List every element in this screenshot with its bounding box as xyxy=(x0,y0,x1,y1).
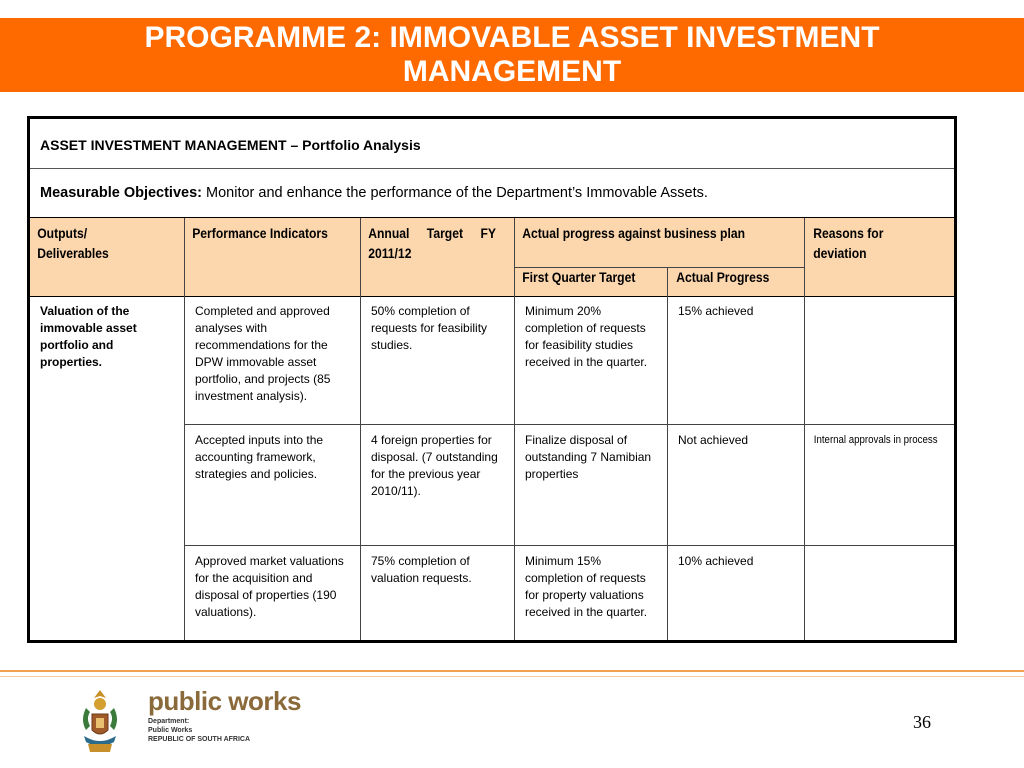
logo-sub-3: REPUBLIC OF SOUTH AFRICA xyxy=(148,736,251,743)
row2-reason: Internal approvals in process xyxy=(813,434,938,446)
row3-actual: 10% achieved xyxy=(678,554,754,568)
objectives-text xyxy=(40,185,708,201)
row3-first-quarter: Minimum 15% completion of requests for property valuations received in the quarter. xyxy=(525,554,648,619)
row1-indicator: Completed and approved analyses with recommendations for the DPW immovable asset portfolio, and projects (85 investment analysis). xyxy=(195,304,331,403)
row1-actual: 15% achieved xyxy=(678,304,754,318)
header-actual: Actual Progress xyxy=(676,270,770,285)
header-first-quarter: First Quarter Target xyxy=(522,270,636,285)
row1-target: 50% completion of requests for feasibility studies. xyxy=(371,304,488,352)
row-divider-1 xyxy=(184,424,954,425)
objectives-value: Monitor and enhance the performance of the Department’s Immovable Assets. xyxy=(202,185,708,201)
logo-sub-2: Public Works xyxy=(148,727,193,734)
row-divider-2 xyxy=(184,545,954,546)
header-reasons: Reasons for deviation xyxy=(813,226,884,261)
row1-first-quarter: Minimum 20% completion of requests for feasibility studies received in the quarter. xyxy=(525,304,648,369)
row3-indicator: Approved market valuations for the acquisition and disposal of properties (190 valuations). xyxy=(195,554,344,619)
logo-sub-1: Department: xyxy=(148,718,190,725)
coat-of-arms-icon xyxy=(72,686,128,756)
page-number: 36 xyxy=(913,712,931,732)
public-works-logo xyxy=(148,686,301,744)
portfolio-analysis-table xyxy=(27,116,957,643)
output-deliverable: Valuation of the immovable asset portfolio and properties. xyxy=(40,304,137,369)
footer-divider-thin xyxy=(0,676,1024,677)
row2-actual: Not achieved xyxy=(678,433,749,447)
objectives-row xyxy=(30,169,954,218)
title-line-2: MANAGEMENT xyxy=(402,55,622,88)
column-header-row xyxy=(30,218,954,296)
header-bottom-line xyxy=(30,296,954,297)
page-title xyxy=(0,18,1024,92)
row1-reason xyxy=(805,299,937,424)
logo-name: public works xyxy=(148,686,301,716)
row3-target: 75% completion of valuation requests. xyxy=(371,554,472,585)
row2-target: 4 foreign properties for disposal. (7 outstanding for the previous year 2010/11). xyxy=(371,433,498,498)
objectives-label: Measurable Objectives: xyxy=(40,185,202,201)
footer-divider xyxy=(0,670,1024,672)
header-indicators: Performance Indicators xyxy=(192,226,328,241)
table-heading: ASSET INVESTMENT MANAGEMENT – Portfolio Analysis xyxy=(40,137,421,153)
header-outputs: Outputs/ Deliverables xyxy=(37,226,109,261)
subheader-line xyxy=(514,267,804,268)
row2-first-quarter: Finalize disposal of outstanding 7 Namibian properties xyxy=(525,433,652,481)
header-target: Annual Target FY 2011/12 xyxy=(368,226,496,261)
row3-reason xyxy=(805,549,937,640)
row2-indicator: Accepted inputs into the accounting framework, strategies and policies. xyxy=(195,433,324,481)
header-progress: Actual progress against business plan xyxy=(522,226,746,241)
title-line-1: PROGRAMME 2: IMMOVABLE ASSET INVESTMENT xyxy=(144,21,880,54)
table-heading-row xyxy=(30,119,954,169)
